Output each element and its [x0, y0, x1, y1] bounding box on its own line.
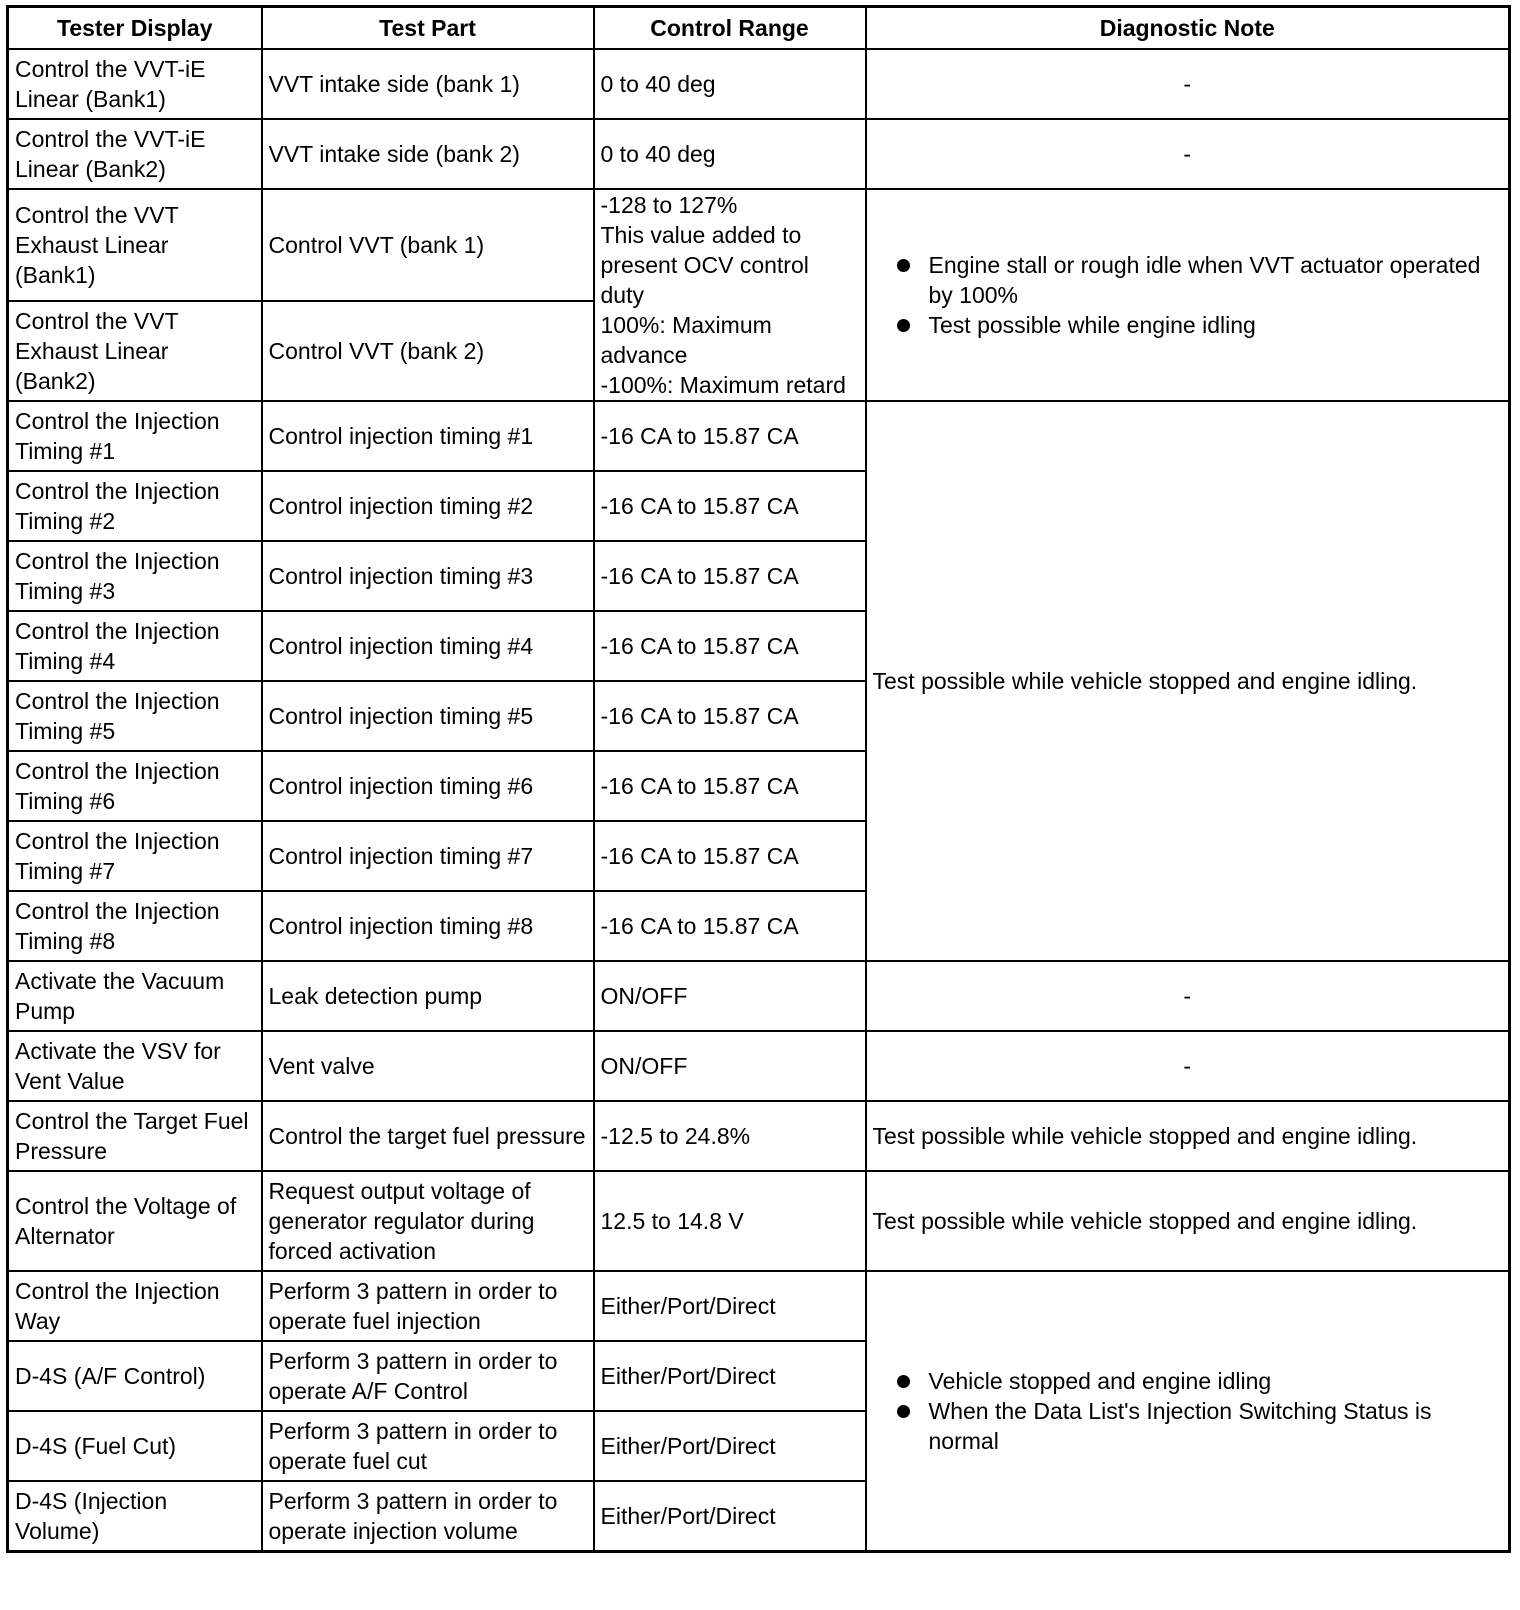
diagnostic-note-cell: Test possible while vehicle stopped and engine idling. — [866, 1101, 1510, 1171]
note-list — [873, 250, 1503, 340]
test-part-cell: Control injection timing #5 — [262, 681, 594, 751]
control-range-lines — [601, 190, 859, 400]
test-part-cell: Perform 3 pattern in order to operate fuel cut — [262, 1411, 594, 1481]
tester-display-cell: Activate the VSV for Vent Value — [8, 1031, 262, 1101]
control-range-cell: Either/Port/Direct — [594, 1411, 866, 1481]
tester-display-cell: Control the Injection Timing #5 — [8, 681, 262, 751]
diagnostic-note-cell-merged — [866, 189, 1510, 401]
table-row — [8, 119, 1510, 189]
tester-display-cell: Control the Voltage of Alternator — [8, 1171, 262, 1271]
bullet-icon — [897, 259, 910, 272]
control-range-cell: ON/OFF — [594, 961, 866, 1031]
test-part-cell: Leak detection pump — [262, 961, 594, 1031]
table-row — [8, 49, 1510, 119]
control-range-cell: -16 CA to 15.87 CA — [594, 401, 866, 471]
range-line: 100%: Maximum advance — [600, 312, 772, 368]
bullet-icon — [897, 1375, 910, 1388]
test-part-cell: Control injection timing #3 — [262, 541, 594, 611]
tester-display-cell: Control the Target Fuel Pressure — [8, 1101, 262, 1171]
test-part-cell: Control injection timing #4 — [262, 611, 594, 681]
header-tester-display: Tester Display — [8, 7, 262, 50]
diagnostic-note-cell-merged — [866, 1271, 1510, 1552]
control-range-cell: -16 CA to 15.87 CA — [594, 471, 866, 541]
tester-display-cell: D-4S (Fuel Cut) — [8, 1411, 262, 1481]
test-part-cell: Request output voltage of generator regulator during forced activation — [262, 1171, 594, 1271]
control-range-cell: 0 to 40 deg — [594, 119, 866, 189]
table-row — [8, 1271, 1510, 1341]
tester-display-cell: Control the Injection Timing #6 — [8, 751, 262, 821]
test-part-cell: Perform 3 pattern in order to operate injection volume — [262, 1481, 594, 1552]
tester-display-cell: Control the Injection Timing #8 — [8, 891, 262, 961]
tester-display-cell: Activate the Vacuum Pump — [8, 961, 262, 1031]
control-range-cell: -16 CA to 15.87 CA — [594, 891, 866, 961]
tester-display-cell: Control the Injection Timing #2 — [8, 471, 262, 541]
test-part-cell: VVT intake side (bank 2) — [262, 119, 594, 189]
test-part-cell: VVT intake side (bank 1) — [262, 49, 594, 119]
diagnostic-note-cell: - — [866, 1031, 1510, 1101]
control-range-cell: Either/Port/Direct — [594, 1341, 866, 1411]
note-item — [897, 1366, 1503, 1396]
control-range-cell: -16 CA to 15.87 CA — [594, 751, 866, 821]
diagnostic-note-cell: - — [866, 49, 1510, 119]
test-part-cell: Control injection timing #1 — [262, 401, 594, 471]
note-text: Engine stall or rough idle when VVT actuator operated by 100% — [928, 252, 1481, 308]
test-part-cell: Perform 3 pattern in order to operate A/F Control — [262, 1341, 594, 1411]
test-part-cell: Perform 3 pattern in order to operate fuel injection — [262, 1271, 594, 1341]
tester-display-cell: Control the Injection Timing #7 — [8, 821, 262, 891]
control-range-cell: Either/Port/Direct — [594, 1271, 866, 1341]
bullet-icon — [897, 1405, 910, 1418]
note-list — [873, 1366, 1503, 1456]
diagnostic-note-cell: - — [866, 961, 1510, 1031]
range-line: This value added to present OCV control duty — [600, 222, 809, 308]
tester-display-cell: D-4S (Injection Volume) — [8, 1481, 262, 1552]
test-part-cell: Vent valve — [262, 1031, 594, 1101]
test-part-cell: Control VVT (bank 2) — [262, 301, 594, 401]
tester-display-cell: Control the VVT Exhaust Linear (Bank1) — [8, 189, 262, 301]
test-part-cell: Control injection timing #6 — [262, 751, 594, 821]
table-row — [8, 189, 1510, 301]
note-item — [897, 310, 1503, 340]
control-range-cell: -12.5 to 24.8% — [594, 1101, 866, 1171]
header-test-part: Test Part — [262, 7, 594, 50]
note-item — [897, 1396, 1503, 1456]
bullet-icon — [897, 319, 910, 332]
header-row — [8, 7, 1510, 50]
tester-display-cell: Control the Injection Timing #4 — [8, 611, 262, 681]
control-range-cell: 12.5 to 14.8 V — [594, 1171, 866, 1271]
header-diagnostic-note: Diagnostic Note — [866, 7, 1510, 50]
table-row — [8, 401, 1510, 471]
test-part-cell: Control injection timing #7 — [262, 821, 594, 891]
note-item — [897, 250, 1503, 310]
note-text: Test possible while engine idling — [928, 312, 1256, 338]
note-text: When the Data List's Injection Switching Status is normal — [928, 1398, 1432, 1454]
range-line: -128 to 127% — [600, 192, 738, 218]
tester-display-cell: Control the Injection Timing #3 — [8, 541, 262, 611]
tester-display-cell: Control the VVT Exhaust Linear (Bank2) — [8, 301, 262, 401]
tester-display-cell: Control the VVT-iE Linear (Bank2) — [8, 119, 262, 189]
control-range-cell: Either/Port/Direct — [594, 1481, 866, 1552]
diagnostic-note-cell-merged: Test possible while vehicle stopped and engine idling. — [866, 401, 1510, 961]
control-range-cell: ON/OFF — [594, 1031, 866, 1101]
diagnostic-note-cell: Test possible while vehicle stopped and engine idling. — [866, 1171, 1510, 1271]
table-row — [8, 1101, 1510, 1171]
table-row — [8, 1171, 1510, 1271]
control-range-cell: -16 CA to 15.87 CA — [594, 681, 866, 751]
test-part-cell: Control the target fuel pressure — [262, 1101, 594, 1171]
header-control-range: Control Range — [594, 7, 866, 50]
test-part-cell: Control VVT (bank 1) — [262, 189, 594, 301]
note-text: Vehicle stopped and engine idling — [928, 1368, 1272, 1394]
test-part-cell: Control injection timing #8 — [262, 891, 594, 961]
test-part-cell: Control injection timing #2 — [262, 471, 594, 541]
tester-display-cell: Control the Injection Way — [8, 1271, 262, 1341]
control-range-cell: 0 to 40 deg — [594, 49, 866, 119]
tester-display-cell: Control the Injection Timing #1 — [8, 401, 262, 471]
control-range-cell: -16 CA to 15.87 CA — [594, 611, 866, 681]
control-range-cell: -16 CA to 15.87 CA — [594, 541, 866, 611]
tester-display-cell: D-4S (A/F Control) — [8, 1341, 262, 1411]
tester-display-cell: Control the VVT-iE Linear (Bank1) — [8, 49, 262, 119]
control-range-cell: -16 CA to 15.87 CA — [594, 821, 866, 891]
diagnostic-note-cell: - — [866, 119, 1510, 189]
table-row — [8, 961, 1510, 1031]
control-range-cell-merged — [594, 189, 866, 401]
active-test-table — [6, 5, 1511, 1553]
table-row — [8, 1031, 1510, 1101]
range-line: -100%: Maximum retard — [600, 372, 846, 398]
